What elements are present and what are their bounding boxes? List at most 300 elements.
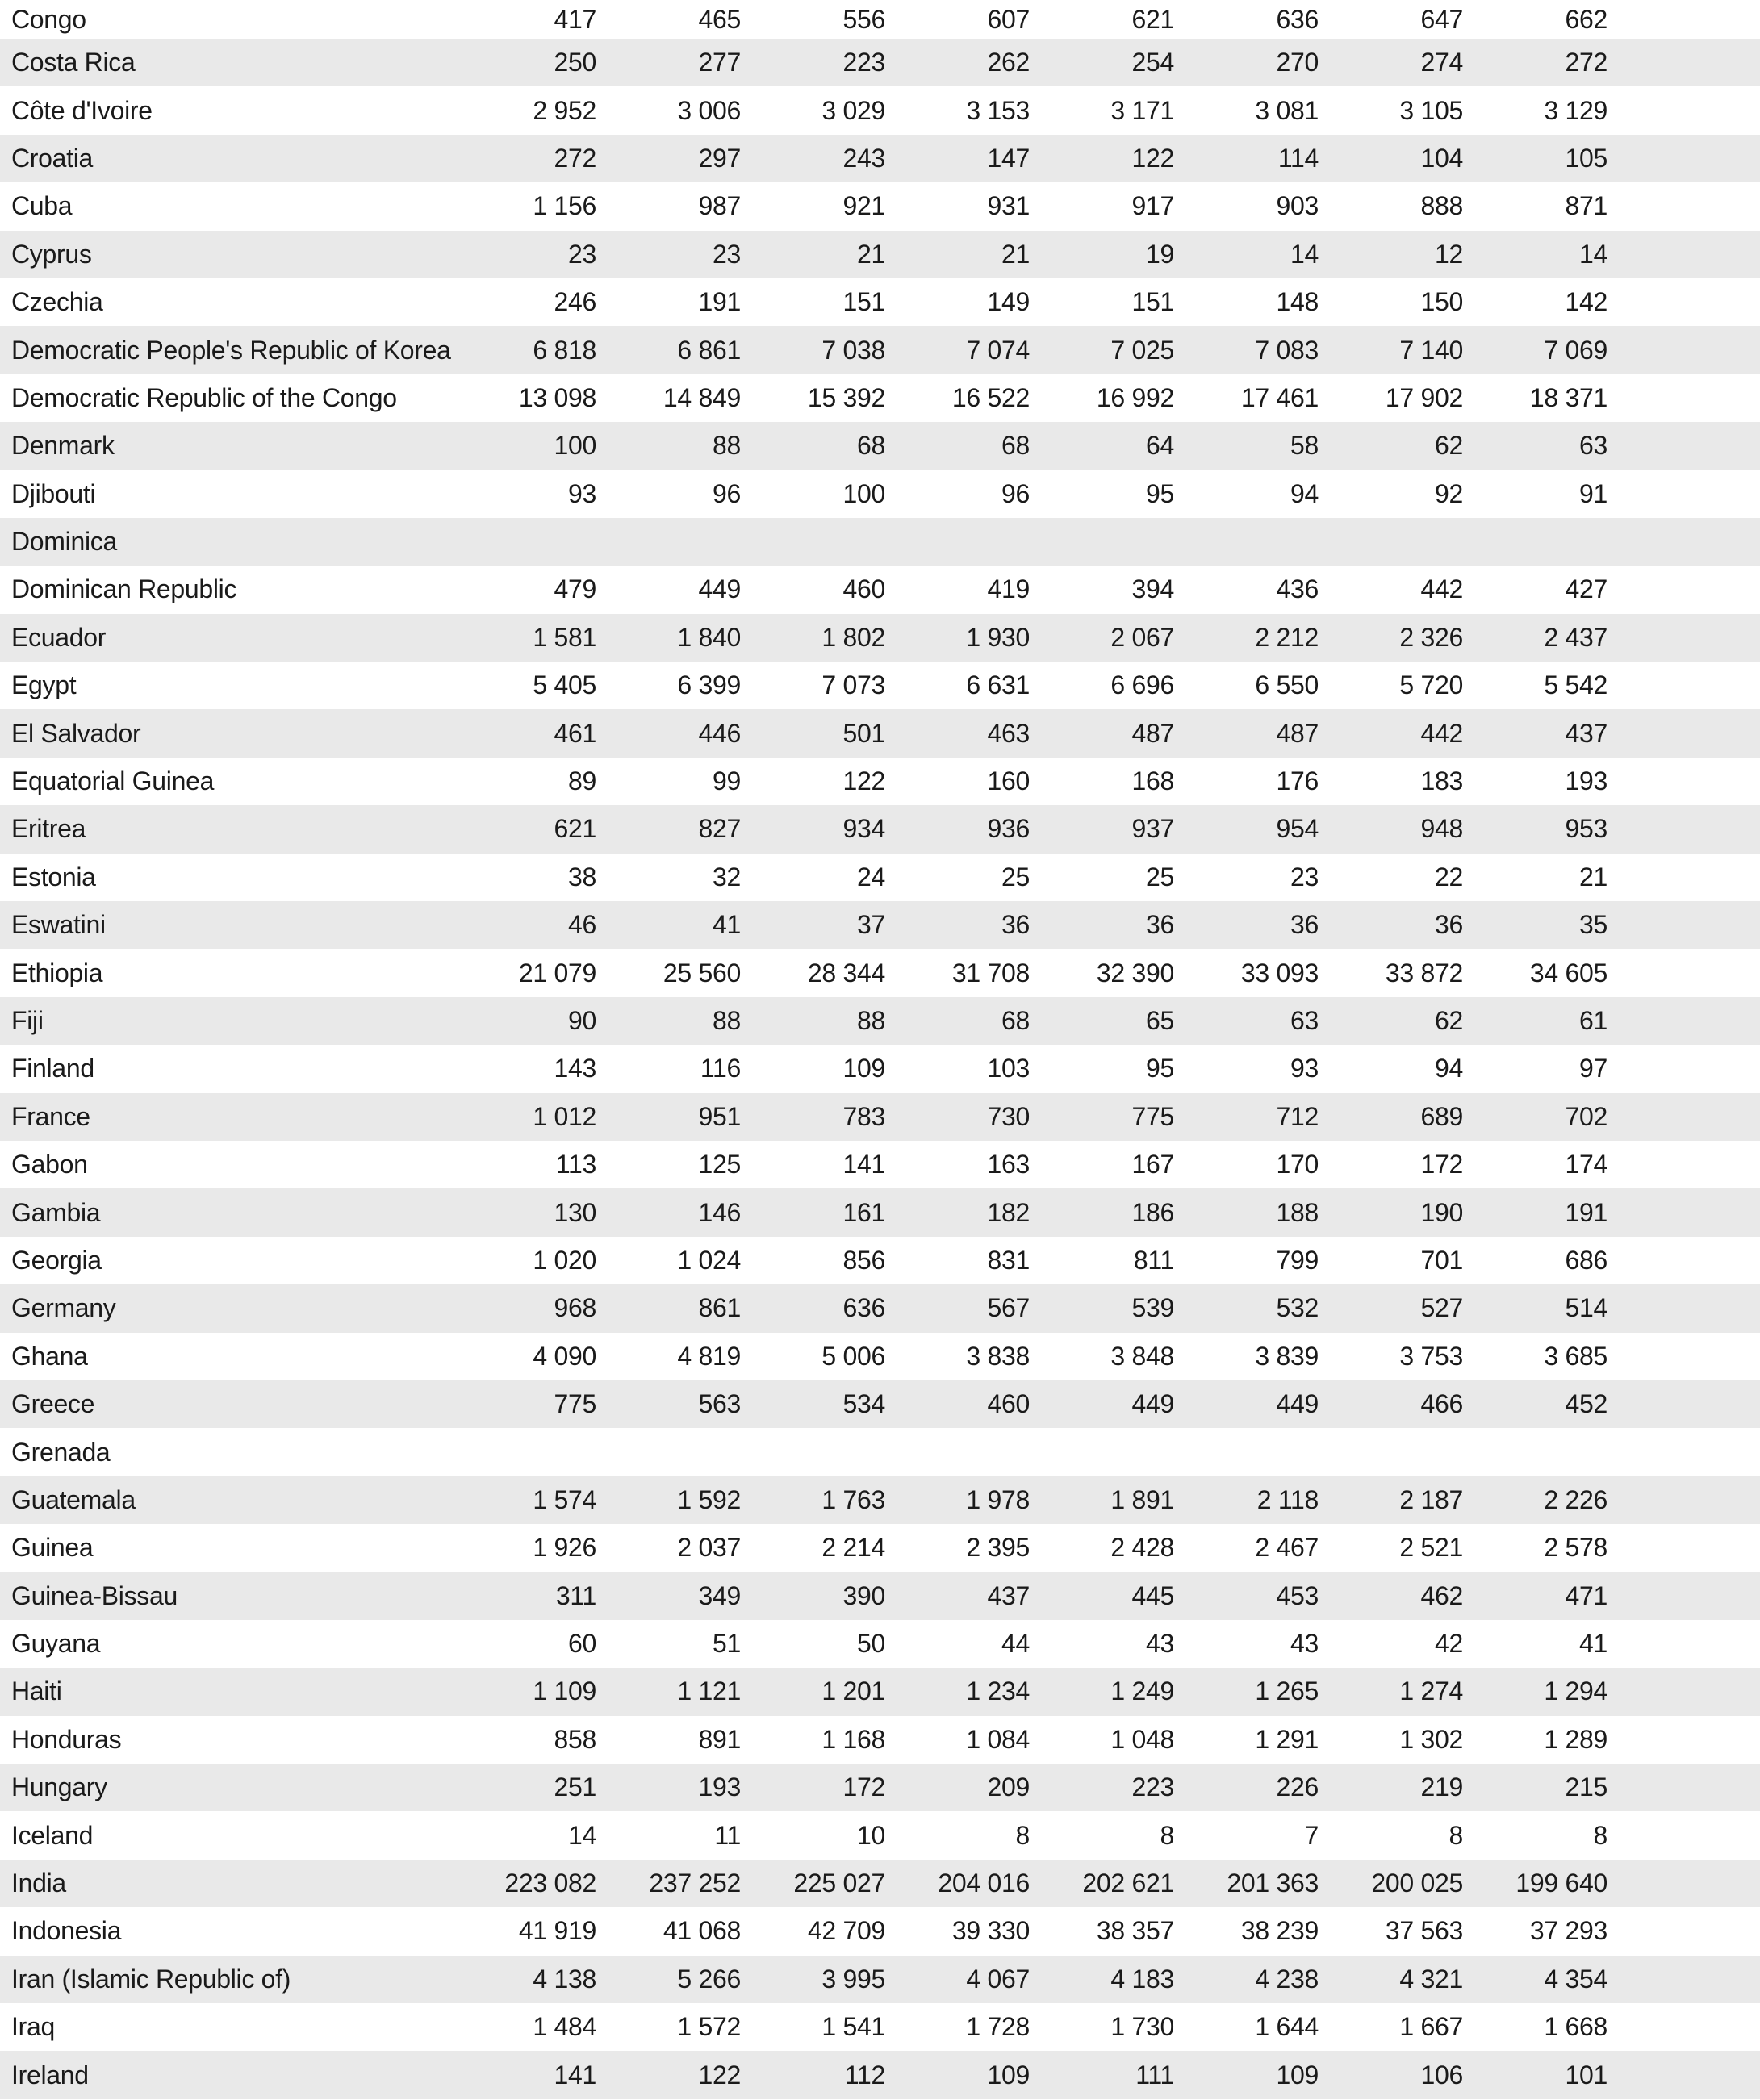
country-name-cell: Cuba — [11, 191, 73, 221]
value-cell: 1 668 — [1544, 2012, 1607, 2042]
value-cell: 62 — [1435, 1006, 1463, 1035]
value-cell: 1 574 — [533, 1484, 596, 1514]
value-cell: 190 — [1420, 1197, 1463, 1227]
value-cell: 462 — [1420, 1580, 1463, 1610]
value-cell: 11 — [714, 1820, 741, 1850]
value-cell: 1 667 — [1399, 2012, 1463, 2042]
value-cell: 254 — [1131, 48, 1174, 77]
value-cell: 88 — [857, 1006, 885, 1035]
value-cell: 202 621 — [1082, 1868, 1174, 1898]
value-cell: 186 — [1131, 1197, 1174, 1227]
value-cell: 113 — [555, 1150, 596, 1179]
value-cell: 215 — [1565, 1772, 1607, 1802]
value-cell: 1 201 — [821, 1676, 885, 1706]
table-row — [0, 231, 1760, 278]
value-cell: 62 — [1435, 431, 1463, 461]
value-cell: 21 — [857, 239, 885, 269]
value-cell: 28 344 — [807, 958, 885, 987]
value-cell: 251 — [554, 1772, 596, 1802]
value-cell: 954 — [1276, 814, 1319, 844]
value-cell: 225 027 — [793, 1868, 885, 1898]
value-cell: 871 — [1565, 191, 1607, 221]
value-cell: 200 025 — [1371, 1868, 1463, 1898]
value-cell: 68 — [857, 431, 885, 461]
country-name-cell: Guinea — [11, 1533, 94, 1563]
value-cell: 43 — [1146, 1629, 1174, 1659]
value-cell: 701 — [1420, 1245, 1463, 1275]
value-cell: 204 016 — [938, 1868, 1030, 1898]
value-cell: 689 — [1420, 1101, 1463, 1131]
value-cell: 1 930 — [966, 622, 1030, 652]
value-cell: 188 — [1276, 1197, 1319, 1227]
table-row — [0, 39, 1760, 86]
value-cell: 106 — [1420, 2060, 1463, 2090]
value-cell: 38 — [568, 862, 596, 891]
table-row — [0, 1811, 1760, 1859]
value-cell: 36 — [1435, 910, 1463, 940]
value-cell: 6 818 — [533, 335, 596, 365]
country-name-cell: Iceland — [11, 1820, 94, 1850]
value-cell: 775 — [554, 1389, 596, 1419]
value-cell: 50 — [857, 1629, 885, 1659]
value-cell: 3 838 — [966, 1341, 1030, 1371]
value-cell: 2 952 — [533, 95, 596, 125]
value-cell: 270 — [1276, 48, 1319, 77]
table-row — [0, 2051, 1760, 2098]
value-cell: 1 274 — [1399, 1676, 1463, 1706]
value-cell: 452 — [1565, 1389, 1607, 1419]
value-cell: 775 — [1131, 1101, 1174, 1131]
value-cell: 831 — [987, 1245, 1030, 1275]
value-cell: 449 — [698, 574, 741, 604]
value-cell: 636 — [842, 1293, 885, 1323]
value-cell: 3 129 — [1544, 95, 1607, 125]
value-cell: 7 038 — [821, 335, 885, 365]
value-cell: 223 082 — [504, 1868, 596, 1898]
value-cell: 21 079 — [518, 958, 596, 987]
table-row — [0, 1428, 1760, 1476]
value-cell: 2 437 — [1544, 622, 1607, 652]
value-cell: 21 — [1579, 862, 1607, 891]
country-name-cell: Georgia — [11, 1245, 102, 1275]
value-cell: 888 — [1420, 191, 1463, 221]
country-name-cell: Dominican Republic — [11, 574, 237, 604]
table-row — [0, 709, 1760, 757]
table-row — [0, 1668, 1760, 1715]
country-name-cell: Eswatini — [11, 910, 106, 940]
value-cell: 6 696 — [1110, 670, 1174, 700]
value-cell: 827 — [698, 814, 741, 844]
value-cell: 2 226 — [1544, 1484, 1607, 1514]
value-cell: 151 — [842, 287, 885, 317]
value-cell: 18 371 — [1529, 382, 1607, 412]
value-cell: 1 926 — [533, 1533, 596, 1563]
value-cell: 1 234 — [966, 1676, 1030, 1706]
table-row — [0, 422, 1760, 470]
value-cell: 799 — [1276, 1245, 1319, 1275]
value-cell: 453 — [1276, 1580, 1319, 1610]
value-cell: 1 840 — [677, 622, 741, 652]
value-cell: 68 — [1001, 431, 1030, 461]
value-cell: 7 083 — [1255, 335, 1319, 365]
value-cell: 7 025 — [1110, 335, 1174, 365]
value-cell: 1 249 — [1110, 1676, 1174, 1706]
value-cell: 556 — [842, 4, 885, 34]
country-name-cell: Grenada — [11, 1437, 111, 1467]
table-row — [0, 614, 1760, 662]
value-cell: 1 572 — [677, 2012, 741, 2042]
value-cell: 948 — [1420, 814, 1463, 844]
table-row — [0, 135, 1760, 182]
value-cell: 4 183 — [1110, 1964, 1174, 1994]
value-cell: 14 — [1290, 239, 1319, 269]
value-cell: 237 252 — [649, 1868, 741, 1898]
value-cell: 109 — [987, 2060, 1030, 2090]
value-cell: 37 563 — [1385, 1916, 1463, 1946]
value-cell: 3 839 — [1255, 1341, 1319, 1371]
value-cell: 1 541 — [821, 2012, 885, 2042]
value-cell: 514 — [1565, 1293, 1607, 1323]
value-cell: 14 — [1579, 239, 1607, 269]
value-cell: 1 592 — [677, 1484, 741, 1514]
value-cell: 122 — [698, 2060, 741, 2090]
value-cell: 3 995 — [821, 1964, 885, 1994]
value-cell: 460 — [842, 574, 885, 604]
value-cell: 16 522 — [951, 382, 1030, 412]
value-cell: 25 560 — [663, 958, 741, 987]
value-cell: 22 — [1435, 862, 1463, 891]
table-row — [0, 1860, 1760, 1907]
value-cell: 479 — [554, 574, 596, 604]
value-cell: 534 — [842, 1389, 885, 1419]
value-cell: 38 239 — [1240, 1916, 1319, 1946]
value-cell: 274 — [1420, 48, 1463, 77]
value-cell: 31 708 — [951, 958, 1030, 987]
value-cell: 262 — [987, 48, 1030, 77]
value-cell: 14 — [568, 1820, 596, 1850]
value-cell: 272 — [1565, 48, 1607, 77]
value-cell: 191 — [698, 287, 741, 317]
value-cell: 93 — [1290, 1054, 1319, 1083]
value-cell: 172 — [842, 1772, 885, 1802]
value-cell: 223 — [842, 48, 885, 77]
value-cell: 23 — [713, 239, 741, 269]
table-row — [0, 2003, 1760, 2051]
value-cell: 111 — [1135, 2060, 1174, 2090]
value-cell: 2 521 — [1399, 1533, 1463, 1563]
value-cell: 141 — [554, 2060, 596, 2090]
value-cell: 2 395 — [966, 1533, 1030, 1563]
country-name-cell: Fiji — [11, 1006, 44, 1035]
value-cell: 539 — [1131, 1293, 1174, 1323]
table-row — [0, 182, 1760, 230]
table-row — [0, 1572, 1760, 1620]
value-cell: 702 — [1565, 1101, 1607, 1131]
country-name-cell: Cyprus — [11, 239, 92, 269]
value-cell: 36 — [1001, 910, 1030, 940]
value-cell: 6 631 — [966, 670, 1030, 700]
value-cell: 987 — [698, 191, 741, 221]
value-cell: 1 802 — [821, 622, 885, 652]
value-cell: 43 — [1290, 1629, 1319, 1659]
value-cell: 3 848 — [1110, 1341, 1174, 1371]
value-cell: 172 — [1420, 1150, 1463, 1179]
table-row — [0, 1141, 1760, 1188]
country-name-cell: Eritrea — [11, 814, 86, 844]
value-cell: 130 — [554, 1197, 596, 1227]
country-name-cell: Indonesia — [11, 1916, 122, 1946]
table-row — [0, 854, 1760, 901]
table-row — [0, 1093, 1760, 1141]
value-cell: 13 098 — [518, 382, 596, 412]
value-cell: 686 — [1565, 1245, 1607, 1275]
value-cell: 41 068 — [663, 1916, 741, 1946]
value-cell: 4 354 — [1544, 1964, 1607, 1994]
value-cell: 89 — [568, 766, 596, 796]
value-cell: 1 644 — [1255, 2012, 1319, 2042]
value-cell: 38 357 — [1096, 1916, 1174, 1946]
value-cell: 1 012 — [533, 1101, 596, 1131]
value-cell: 1 048 — [1110, 1724, 1174, 1754]
table-row — [0, 1284, 1760, 1332]
value-cell: 5 542 — [1544, 670, 1607, 700]
value-cell: 112 — [844, 2060, 885, 2090]
value-cell: 182 — [987, 1197, 1030, 1227]
value-cell: 19 — [1146, 239, 1174, 269]
value-cell: 394 — [1131, 574, 1174, 604]
table-row — [0, 518, 1760, 566]
country-name-cell: Ethiopia — [11, 958, 103, 987]
value-cell: 1 024 — [677, 1245, 741, 1275]
value-cell: 104 — [1420, 143, 1463, 173]
value-cell: 8 — [1593, 1820, 1607, 1850]
country-name-cell: Guinea-Bissau — [11, 1580, 178, 1610]
value-cell: 58 — [1290, 431, 1319, 461]
value-cell: 16 992 — [1096, 382, 1174, 412]
value-cell: 125 — [698, 1150, 741, 1179]
table-row — [0, 949, 1760, 996]
value-cell: 36 — [1290, 910, 1319, 940]
value-cell: 174 — [1565, 1150, 1607, 1179]
value-cell: 33 872 — [1385, 958, 1463, 987]
value-cell: 951 — [698, 1101, 741, 1131]
table-row — [0, 326, 1760, 374]
value-cell: 114 — [1277, 143, 1319, 173]
value-cell: 23 — [1290, 862, 1319, 891]
country-name-cell: El Salvador — [11, 718, 141, 748]
value-cell: 1 289 — [1544, 1724, 1607, 1754]
value-cell: 23 — [568, 239, 596, 269]
value-cell: 3 753 — [1399, 1341, 1463, 1371]
value-cell: 501 — [842, 718, 885, 748]
value-cell: 109 — [1276, 2060, 1319, 2090]
value-cell: 193 — [698, 1772, 741, 1802]
value-cell: 527 — [1420, 1293, 1463, 1323]
value-cell: 7 140 — [1399, 335, 1463, 365]
value-cell: 4 090 — [533, 1341, 596, 1371]
value-cell: 3 153 — [966, 95, 1030, 125]
value-cell: 1 484 — [533, 2012, 596, 2042]
value-cell: 647 — [1420, 4, 1463, 34]
table-row — [0, 997, 1760, 1045]
value-cell: 226 — [1276, 1772, 1319, 1802]
value-cell: 193 — [1565, 766, 1607, 796]
value-cell: 51 — [713, 1629, 741, 1659]
value-cell: 449 — [1131, 1389, 1174, 1419]
value-cell: 730 — [987, 1101, 1030, 1131]
table-row — [0, 662, 1760, 709]
value-cell: 96 — [713, 478, 741, 508]
value-cell: 3 685 — [1544, 1341, 1607, 1371]
value-cell: 143 — [554, 1054, 596, 1083]
value-cell: 41 — [713, 910, 741, 940]
value-cell: 1 020 — [533, 1245, 596, 1275]
value-cell: 390 — [842, 1580, 885, 1610]
value-cell: 1 121 — [677, 1676, 741, 1706]
country-name-cell: Democratic People's Republic of Korea — [11, 335, 451, 365]
value-cell: 1 156 — [533, 191, 596, 221]
value-cell: 903 — [1276, 191, 1319, 221]
value-cell: 1 978 — [966, 1484, 1030, 1514]
value-cell: 88 — [713, 431, 741, 461]
value-cell: 936 — [987, 814, 1030, 844]
table-row — [0, 1907, 1760, 1955]
value-cell: 442 — [1420, 574, 1463, 604]
value-cell: 21 — [1001, 239, 1030, 269]
value-cell: 436 — [1276, 574, 1319, 604]
value-cell: 41 — [1579, 1629, 1607, 1659]
value-cell: 532 — [1276, 1293, 1319, 1323]
value-cell: 2 037 — [677, 1533, 741, 1563]
value-cell: 168 — [1131, 766, 1174, 796]
country-name-cell: Democratic Republic of the Congo — [11, 382, 397, 412]
value-cell: 46 — [568, 910, 596, 940]
value-cell: 1 294 — [1544, 1676, 1607, 1706]
value-cell: 100 — [842, 478, 885, 508]
value-cell: 150 — [1420, 287, 1463, 317]
value-cell: 1 084 — [966, 1724, 1030, 1754]
value-cell: 968 — [554, 1293, 596, 1323]
value-cell: 297 — [698, 143, 741, 173]
value-cell: 149 — [987, 287, 1030, 317]
country-name-cell: Ecuador — [11, 622, 107, 652]
value-cell: 917 — [1131, 191, 1174, 221]
value-cell: 14 849 — [663, 382, 741, 412]
value-cell: 6 399 — [677, 670, 741, 700]
value-cell: 449 — [1276, 1389, 1319, 1419]
value-cell: 636 — [1276, 4, 1319, 34]
value-cell: 277 — [698, 48, 741, 77]
value-cell: 463 — [987, 718, 1030, 748]
country-name-cell: Hungary — [11, 1772, 107, 1802]
value-cell: 116 — [700, 1054, 741, 1083]
table-row — [0, 86, 1760, 134]
country-name-cell: Costa Rica — [11, 48, 136, 77]
value-cell: 437 — [987, 1580, 1030, 1610]
value-cell: 621 — [1131, 4, 1174, 34]
value-cell: 96 — [1001, 478, 1030, 508]
value-cell: 2 428 — [1110, 1533, 1174, 1563]
value-cell: 2 578 — [1544, 1533, 1607, 1563]
value-cell: 122 — [842, 766, 885, 796]
value-cell: 15 392 — [807, 382, 885, 412]
value-cell: 191 — [1565, 1197, 1607, 1227]
value-cell: 147 — [987, 143, 1030, 173]
value-cell: 2 212 — [1255, 622, 1319, 652]
value-cell: 417 — [554, 4, 596, 34]
value-cell: 8 — [1160, 1820, 1174, 1850]
country-name-cell: Ghana — [11, 1341, 88, 1371]
value-cell: 891 — [698, 1724, 741, 1754]
table-row — [0, 278, 1760, 326]
country-name-cell: Denmark — [11, 431, 115, 461]
value-cell: 1 291 — [1255, 1724, 1319, 1754]
value-cell: 103 — [987, 1054, 1030, 1083]
value-cell: 1 730 — [1110, 2012, 1174, 2042]
value-cell: 93 — [568, 478, 596, 508]
value-cell: 662 — [1565, 4, 1607, 34]
value-cell: 60 — [568, 1629, 596, 1659]
value-cell: 563 — [698, 1389, 741, 1419]
value-cell: 7 — [1304, 1820, 1319, 1850]
value-cell: 41 919 — [518, 1916, 596, 1946]
value-cell: 246 — [554, 287, 596, 317]
value-cell: 2 067 — [1110, 622, 1174, 652]
value-cell: 1 265 — [1255, 1676, 1319, 1706]
value-cell: 437 — [1565, 718, 1607, 748]
table-row — [0, 0, 1760, 39]
value-cell: 33 093 — [1240, 958, 1319, 987]
value-cell: 42 — [1435, 1629, 1463, 1659]
value-cell: 8 — [1449, 1820, 1463, 1850]
value-cell: 6 861 — [677, 335, 741, 365]
country-name-cell: Equatorial Guinea — [11, 766, 215, 796]
value-cell: 445 — [1131, 1580, 1174, 1610]
value-cell: 460 — [987, 1389, 1030, 1419]
value-cell: 160 — [987, 766, 1030, 796]
value-cell: 487 — [1276, 718, 1319, 748]
table-row — [0, 566, 1760, 613]
value-cell: 607 — [987, 4, 1030, 34]
value-cell: 142 — [1565, 287, 1607, 317]
value-cell: 5 006 — [821, 1341, 885, 1371]
table-row — [0, 1620, 1760, 1668]
value-cell: 148 — [1276, 287, 1319, 317]
table-row — [0, 470, 1760, 518]
value-cell: 856 — [842, 1245, 885, 1275]
country-name-cell: Germany — [11, 1293, 116, 1323]
value-cell: 243 — [842, 143, 885, 173]
country-name-cell: Czechia — [11, 287, 103, 317]
table-row — [0, 1333, 1760, 1380]
value-cell: 91 — [1579, 478, 1607, 508]
value-cell: 109 — [842, 1054, 885, 1083]
value-cell: 3 105 — [1399, 95, 1463, 125]
value-cell: 1 763 — [821, 1484, 885, 1514]
value-cell: 44 — [1001, 1629, 1030, 1659]
value-cell: 1 109 — [533, 1676, 596, 1706]
value-cell: 183 — [1420, 766, 1463, 796]
table-row — [0, 1237, 1760, 1284]
value-cell: 35 — [1579, 910, 1607, 940]
value-cell: 465 — [698, 4, 741, 34]
value-cell: 442 — [1420, 718, 1463, 748]
value-cell: 250 — [554, 48, 596, 77]
value-cell: 17 902 — [1385, 382, 1463, 412]
value-cell: 163 — [987, 1150, 1030, 1179]
table-row — [0, 758, 1760, 805]
value-cell: 201 363 — [1227, 1868, 1319, 1898]
